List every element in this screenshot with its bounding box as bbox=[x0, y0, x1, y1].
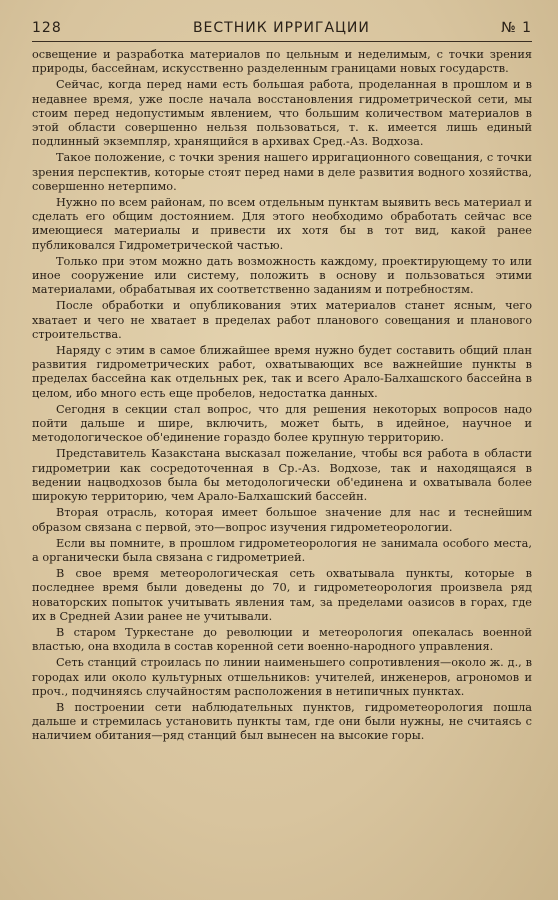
paragraph: Такое положение, с точки зрения нашего ирригационного совещания, с точки зрения перспектив, которые стоят перед нами в деле развития водного хозяйства, совершенно нетерпимо. bbox=[32, 151, 532, 193]
paragraph: В построении сети наблюдательных пунктов, гидрометеорология пошла дальше и стремилась установить пункты там, где они были нужны, не считаясь с наличием обитания—ряд станций был вынесен на высокие горы. bbox=[32, 700, 532, 743]
page-header bbox=[32, 20, 532, 42]
paragraph: Сеть станций строилась по линии наименьшего сопротивления—около ж. д., в городах или около культурных отшельников: учителей, инженеров, агрономов и проч., подчиняясь случайностям расположения в нетипичных пунктах. bbox=[32, 656, 532, 698]
issue-number: № 1 bbox=[501, 20, 532, 36]
paragraph: освещение и разработка материалов по цельным и неделимым, с точки зрения природы, бассейнам, искусственно разделенным границами новых государств. bbox=[32, 48, 532, 76]
paragraph: Только при этом можно дать возможность каждому, проектирующему то или иное сооружение или систему, положить в основу и пользоваться этими материалами, обрабатывая их соответственно заданиям и потребностям. bbox=[32, 254, 532, 297]
paragraph: Сегодня в секции стал вопрос, что для решения некоторых вопросов надо пойти дальше и шире, включить, может быть, в идейное, научное и методологическое об'единение гораздо более крупную территорию. bbox=[32, 402, 532, 445]
paragraph: Вторая отрасль, которая имеет большое значение для нас и теснейшим образом связана с первой, это—вопрос изучения гидрометеорологии. bbox=[32, 506, 532, 534]
paragraph: Если вы помните, в прошлом гидрометеорология не занимала особого места, а органически была связана с гидрометрией. bbox=[32, 536, 532, 564]
paragraph: В свое время метеорологическая сеть охватывала пункты, которые в последнее время были доведены до 70, и гидрометеорология произвела ряд новаторских попыток учитывать явления там, за пределами оазисов в горах, где их в Средней Азии ранее не учитывали. bbox=[32, 567, 532, 623]
journal-title: ВЕСТНИК ИРРИГАЦИИ bbox=[192, 20, 370, 36]
paragraph: После обработки и опубликования этих материалов станет ясным, чего хватает и чего не хватает в пределах работ планового совещания и планового строительства. bbox=[32, 299, 532, 341]
paragraph: В старом Туркестане до революции и метеорология опекалась военной властью, она входила в состав коренной сети военно-народного управления. bbox=[32, 625, 532, 654]
paragraph: Представитель Казакстана высказал пожелание, чтобы вся работа в области гидрометрии как сосредоточенная в Ср.-Аз. Водхозе, так и находящаяся в ведении нацводхозов была бы методологически об'единена и охватывала более широкую территорию, чем Арало-Балхашский бассейн. bbox=[32, 447, 532, 504]
article-body bbox=[32, 48, 532, 744]
paragraph: Наряду с этим в самое ближайшее время нужно будет составить общий план развития гидрометрических работ, охватывающих все важнейшие пункты в пределах бассейна как отдельных рек, так и всего Арало-Балхашского бассейна в целом, ибо много есть еще пробелов, недостатка данных. bbox=[32, 344, 532, 400]
paragraph: Сейчас, когда перед нами есть большая работа, проделанная в прошлом и в недавнее время, уже после начала восстановления гидрометрической сети, мы стоим перед недопустимым явлением, что большим количеством материалов в этой области совершенно нельзя пользоваться, т. к. имеется лишь единый подлинный экземпляр, хранящийся в архивах Сред.-Аз. Водхоза. bbox=[32, 78, 532, 149]
paragraph: Нужно по всем районам, по всем отдельным пунктам выявить весь материал и сделать его общим достоянием. Для этого необходимо обработать сейчас все имеющиеся материалы и привести их хотя бы в тот вид, какой ранее публиковался Гидрометрической частью. bbox=[32, 196, 532, 252]
page-number: 128 bbox=[32, 20, 62, 36]
